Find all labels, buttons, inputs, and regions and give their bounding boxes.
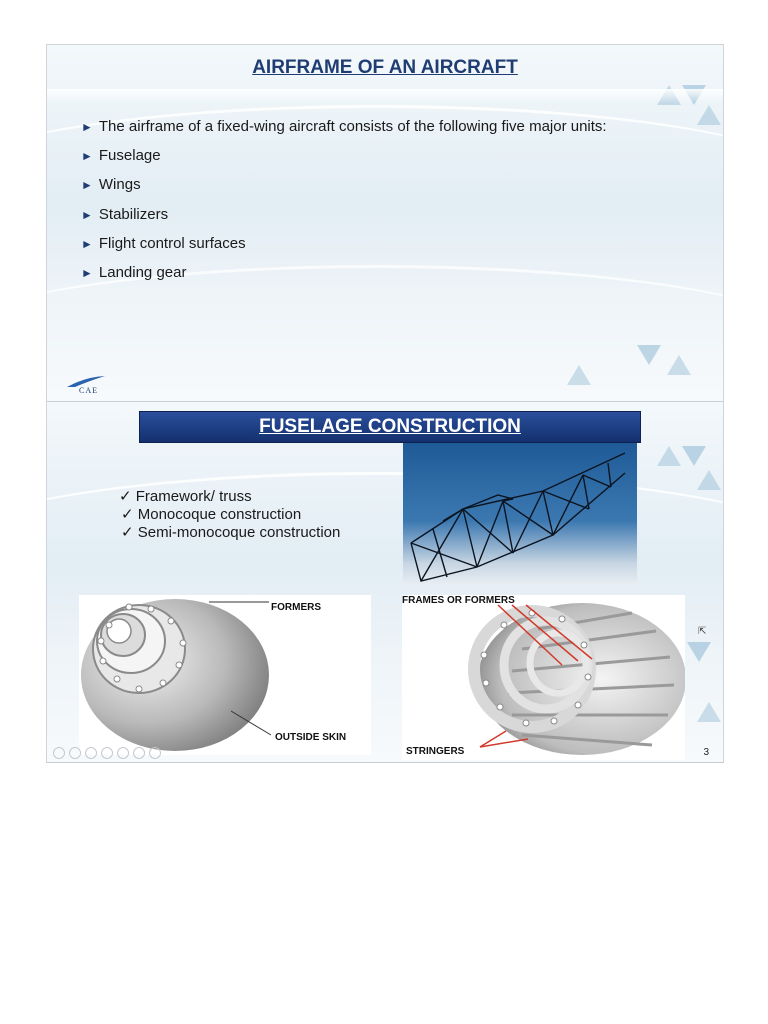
bullet-item: ► Wings: [81, 176, 141, 194]
frames-formers-label: FRAMES OR FORMERS: [402, 595, 515, 606]
decor-triangle: [567, 365, 591, 385]
bullet-item: ► Landing gear: [81, 263, 187, 281]
title-bar: [139, 411, 641, 443]
decor-triangle: [697, 702, 721, 722]
stringers-label: STRINGERS: [406, 746, 465, 757]
semi-monocoque-drawing: [402, 595, 685, 760]
decor-triangle: [697, 105, 721, 125]
check-icon: ✓: [119, 488, 132, 505]
check-item: ✓ Semi-monocoque construction: [121, 524, 341, 541]
monocoque-figure: [79, 595, 371, 755]
prev-slide-icon[interactable]: [53, 747, 65, 759]
decor-triangle: [637, 345, 661, 365]
play-arrow-icon: ►: [81, 265, 93, 280]
mouse-cursor-icon: ⇱: [698, 626, 707, 637]
play-arrow-icon: ►: [81, 149, 93, 164]
title-band: [47, 89, 723, 103]
bullet-item: ► The airframe of a fixed-wing aircraft consists of the following five major units:: [81, 118, 607, 135]
slide-nav-controls[interactable]: [53, 747, 161, 759]
cae-logo: [65, 375, 113, 397]
outside-skin-label: OUTSIDE SKIN: [275, 732, 347, 743]
options-icon[interactable]: [149, 747, 161, 759]
check-icon: ✓: [121, 506, 134, 523]
bullet-list: [81, 117, 607, 292]
formers-label: FORMERS: [271, 602, 321, 613]
play-arrow-icon: ►: [81, 236, 93, 251]
menu-icon[interactable]: [133, 747, 145, 759]
slide-title: AIRFRAME OF AN AIRCRAFT: [252, 57, 518, 78]
page-number: 3: [703, 747, 709, 758]
next-slide-icon[interactable]: [69, 747, 81, 759]
decor-triangle: [697, 470, 721, 490]
decor-triangle: [657, 446, 681, 466]
slide-airframe: [46, 44, 724, 401]
bullet-item: ► Stabilizers: [81, 205, 169, 223]
bullet-item: ► Fuselage: [81, 147, 161, 165]
check-item: ✓ Framework/ truss: [119, 488, 252, 505]
pen-icon[interactable]: [85, 747, 97, 759]
play-arrow-icon: ►: [81, 207, 93, 222]
check-icon: ✓: [121, 524, 134, 541]
home-icon[interactable]: [101, 747, 113, 759]
monocoque-drawing: [79, 595, 371, 755]
truss-frame-drawing: [403, 443, 637, 585]
bullet-item: ► Flight control surfaces: [81, 234, 246, 252]
slide-fuselage: [46, 401, 724, 763]
zoom-icon[interactable]: [117, 747, 129, 759]
play-arrow-icon: ►: [81, 178, 93, 193]
logo-text: CAE: [79, 386, 98, 395]
play-arrow-icon: ►: [81, 120, 93, 134]
decor-triangle: [682, 446, 706, 466]
check-item: ✓ Monocoque construction: [121, 506, 302, 523]
decor-triangle: [687, 642, 711, 662]
semi-monocoque-figure: [402, 595, 685, 760]
truss-framework-photo: [403, 443, 637, 585]
decor-triangle: [667, 355, 691, 375]
slide-title: FUSELAGE CONSTRUCTION: [259, 416, 521, 437]
check-list: [119, 488, 340, 542]
